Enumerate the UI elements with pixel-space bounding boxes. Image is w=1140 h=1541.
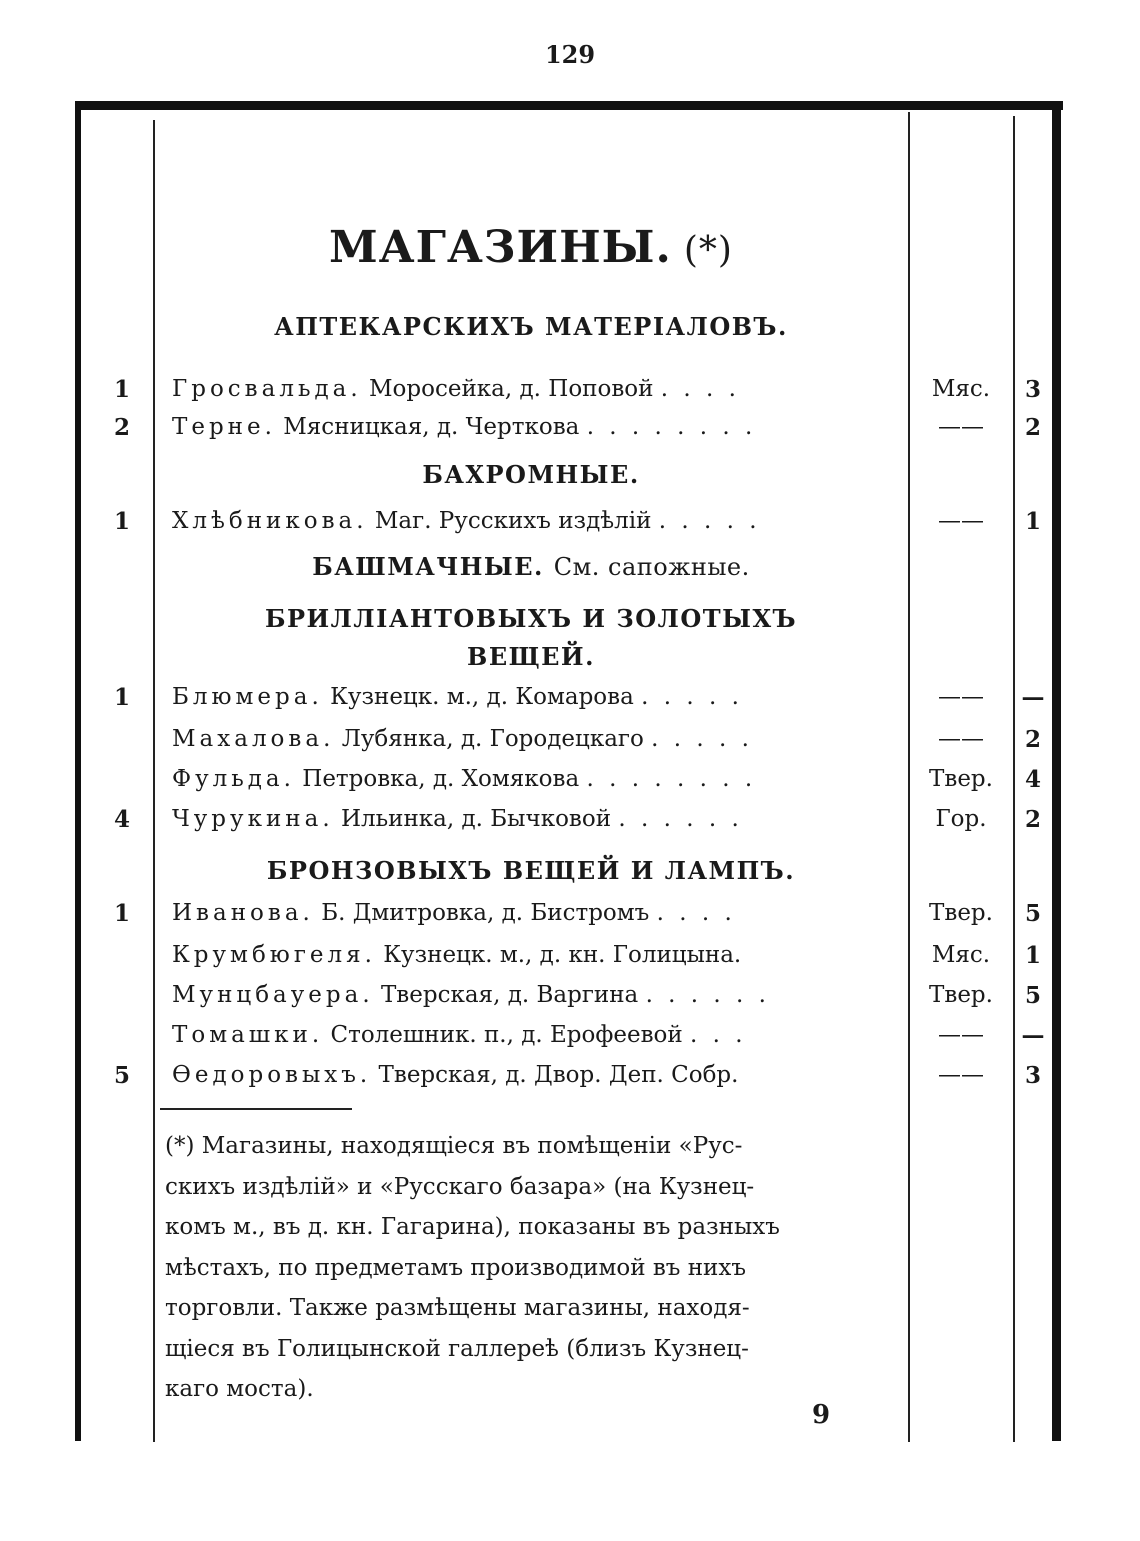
shop-address: Тверская, д. Двор. Деп. Собр. bbox=[378, 1062, 739, 1088]
row-ward: 5 bbox=[1024, 900, 1041, 927]
shop-address: Столешник. п., д. Ерофеевой bbox=[330, 1022, 683, 1048]
section-heading-shoes bbox=[155, 552, 907, 581]
leader-dots: . . . . bbox=[660, 376, 740, 402]
shop-owner: Фульда. bbox=[172, 766, 295, 792]
row-count: 1 bbox=[113, 508, 130, 535]
footnote-line: торговли. Также размѣщены магазины, находя- bbox=[165, 1295, 750, 1321]
leader-dots: . . . . . . . . bbox=[586, 766, 757, 792]
row-district: Мяс. bbox=[931, 376, 991, 402]
row-entry bbox=[172, 508, 898, 534]
row-ward: 3 bbox=[1024, 376, 1041, 403]
shop-owner: Гросвальда. bbox=[172, 376, 362, 402]
row-count: 2 bbox=[113, 414, 130, 441]
row-district: —— bbox=[938, 726, 984, 752]
page-title bbox=[155, 222, 907, 273]
row-entry bbox=[172, 684, 898, 710]
section-heading-shoes-title: БАШМАЧНЫЕ. bbox=[312, 552, 544, 581]
row-count: 1 bbox=[113, 684, 130, 711]
signature-mark: 9 bbox=[812, 1400, 831, 1430]
title-text: МАГАЗИНЫ. bbox=[329, 222, 672, 273]
row-district: Твер. bbox=[929, 766, 993, 792]
list-item bbox=[0, 1022, 1140, 1062]
row-district: —— bbox=[938, 684, 984, 710]
leader-dots: . . . . . bbox=[641, 684, 743, 710]
row-district: Твер. bbox=[929, 982, 993, 1008]
footnote-line: щіеся въ Голицынской галлереѣ (близъ Кузнец- bbox=[165, 1335, 749, 1362]
row-entry bbox=[172, 414, 898, 440]
row-ward: — bbox=[1021, 1022, 1045, 1049]
leader-dots: . . . . . . bbox=[618, 806, 743, 832]
footnote-rule bbox=[160, 1108, 352, 1110]
list-item bbox=[0, 806, 1140, 846]
row-district: —— bbox=[938, 1022, 984, 1048]
footnote-line: комъ м., въ д. кн. Гагарина), показаны въ разныхъ bbox=[165, 1214, 780, 1240]
footnote bbox=[165, 1126, 885, 1410]
row-entry bbox=[172, 726, 898, 752]
row-entry bbox=[172, 806, 898, 832]
footnote-line: скихъ издѣлій» и «Русскаго базара» (на Кузнец- bbox=[165, 1173, 755, 1200]
footnote-line: каго моста). bbox=[165, 1376, 314, 1402]
leader-dots: . . . . bbox=[656, 900, 736, 926]
shop-owner: Махалова. bbox=[172, 726, 335, 752]
shop-owner: Хлѣбникова. bbox=[172, 508, 368, 534]
section-heading-jewelry-line1: БРИЛЛІАНТОВЫХЪ И ЗОЛОТЫХЪ bbox=[264, 604, 798, 633]
shop-owner: Терне. bbox=[172, 414, 276, 440]
row-entry bbox=[172, 900, 898, 926]
row-district: Гор. bbox=[935, 806, 987, 832]
row-count: 5 bbox=[113, 1062, 130, 1089]
page-number: 129 bbox=[544, 40, 596, 69]
row-ward: 2 bbox=[1024, 726, 1041, 753]
shop-owner: Иванова. bbox=[172, 900, 314, 926]
leader-dots: . . . . . . bbox=[645, 982, 770, 1008]
row-entry bbox=[172, 376, 898, 402]
list-item bbox=[0, 726, 1140, 766]
row-entry bbox=[172, 982, 898, 1008]
leader-dots: . . . . . . . . bbox=[586, 414, 757, 440]
shop-address: Маг. Русскихъ издѣлій bbox=[374, 508, 652, 534]
row-ward: 1 bbox=[1024, 942, 1041, 969]
section-heading-apothecary: АПТЕКАРСКИХЪ МАТЕРІАЛОВЪ. bbox=[274, 312, 788, 341]
row-ward: 5 bbox=[1024, 982, 1041, 1009]
title-footnote-mark: (*) bbox=[683, 230, 733, 271]
list-item bbox=[0, 942, 1140, 982]
shop-address: Ильинка, д. Бычковой bbox=[340, 806, 612, 832]
row-entry bbox=[172, 942, 898, 968]
row-ward: 2 bbox=[1024, 806, 1041, 833]
list-item bbox=[0, 684, 1140, 724]
shop-address: Кузнецк. м., д. кн. Голицына. bbox=[383, 942, 742, 968]
frame-top-border bbox=[75, 101, 1063, 110]
shop-address: Мясницкая, д. Черткова bbox=[283, 414, 580, 440]
row-ward: 4 bbox=[1024, 766, 1041, 793]
list-item bbox=[0, 900, 1140, 940]
row-count: 1 bbox=[113, 376, 130, 403]
section-heading-bronze: БРОНЗОВЫХЪ ВЕЩЕЙ И ЛАМПЪ. bbox=[266, 856, 796, 885]
footnote-line: мѣстахъ, по предметамъ производимой въ нихъ bbox=[165, 1254, 746, 1281]
list-item bbox=[0, 766, 1140, 806]
list-item bbox=[0, 982, 1140, 1022]
row-district: Твер. bbox=[929, 900, 993, 926]
shop-owner: Мунцбауера. bbox=[172, 982, 374, 1008]
list-item bbox=[0, 1062, 1140, 1102]
row-ward: — bbox=[1021, 684, 1045, 711]
row-ward: 3 bbox=[1024, 1062, 1041, 1089]
shop-address: Лубянка, д. Городецкаго bbox=[341, 726, 644, 752]
row-count: 4 bbox=[113, 806, 130, 833]
list-item bbox=[0, 508, 1140, 548]
shop-owner: Чурукина. bbox=[172, 806, 334, 832]
shop-address: Тверская, д. Варгина bbox=[380, 982, 639, 1008]
section-heading-shoes-note: См. сапожные. bbox=[553, 553, 750, 581]
leader-dots: . . . bbox=[690, 1022, 747, 1048]
row-ward: 2 bbox=[1024, 414, 1041, 441]
leader-dots: . . . . . bbox=[658, 508, 761, 534]
row-entry bbox=[172, 1022, 898, 1048]
row-district: —— bbox=[938, 1062, 984, 1088]
row-entry bbox=[172, 766, 898, 792]
shop-address: Кузнецк. м., д. Комарова bbox=[330, 684, 634, 710]
row-district: —— bbox=[938, 414, 984, 440]
footnote-line: (*) Магазины, находящіеся въ помѣщеніи «Рус- bbox=[165, 1133, 743, 1159]
list-item bbox=[0, 414, 1140, 454]
shop-owner: Томашки. bbox=[172, 1022, 324, 1048]
shop-owner: Крумбюгеля. bbox=[172, 942, 376, 968]
row-count: 1 bbox=[113, 900, 130, 927]
leader-dots: . . . . . bbox=[651, 726, 753, 752]
list-item bbox=[0, 376, 1140, 416]
row-district: Мяс. bbox=[931, 942, 991, 968]
shop-owner: Блюмера. bbox=[172, 684, 323, 710]
section-heading-fringe: БАХРОМНЫЕ. bbox=[422, 460, 640, 489]
row-entry bbox=[172, 1062, 898, 1088]
shop-address: Моросейка, д. Поповой bbox=[368, 376, 654, 402]
shop-address: Б. Дмитровка, д. Бистромъ bbox=[321, 900, 650, 926]
row-district: —— bbox=[938, 508, 984, 534]
row-ward: 1 bbox=[1024, 508, 1041, 535]
section-heading-jewelry-line2: ВЕЩЕЙ. bbox=[467, 642, 595, 671]
shop-owner: Өедоровыхъ. bbox=[172, 1062, 372, 1088]
shop-address: Петровка, д. Хомякова bbox=[302, 766, 580, 792]
